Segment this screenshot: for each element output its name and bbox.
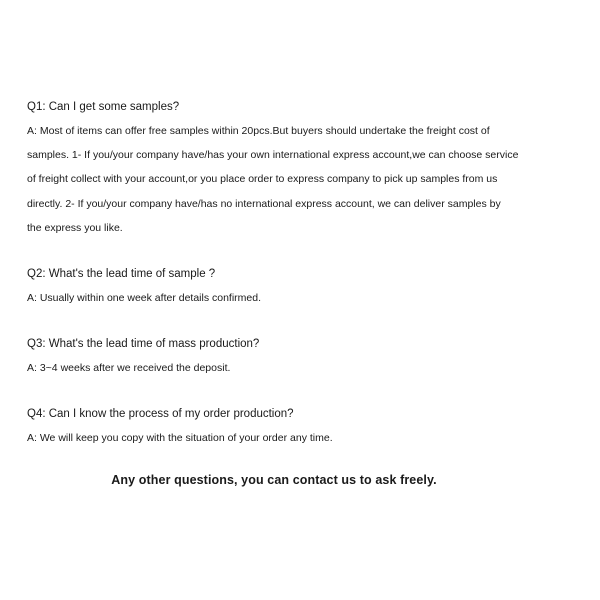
faq-answer (27, 426, 587, 450)
spacer (27, 380, 587, 403)
faq-item-q2 (27, 263, 587, 310)
faq-answer-line: of freight collect with your account,or you place order to express company to pick up samples from us (27, 173, 498, 186)
faq-answer-line: A: Usually within one week after details confirmed. (27, 292, 262, 305)
faq-list (27, 96, 587, 451)
faq-answer (27, 356, 587, 380)
faq-answer-line: directly. 2- If you/your company have/has no international express account, we can deliver samples by (27, 197, 501, 210)
faq-answer-line: samples. 1- If you/your company have/has your own international express account,we can choose service (27, 149, 519, 162)
faq-question: Q1: Can I get some samples? (27, 101, 180, 113)
faq-answer-line: A: 3~4 weeks after we received the deposit. (27, 362, 231, 375)
faq-answer (27, 119, 587, 240)
faq-item-q3 (27, 333, 587, 380)
faq-answer-line: A: We will keep you copy with the situation of your order any time. (27, 432, 333, 445)
closing-note: Any other questions, you can contact us to ask freely. (111, 473, 437, 487)
faq-answer-line: A: Most of items can offer free samples within 20pcs.But buyers should undertake the freight cost of (27, 125, 490, 137)
faq-question: Q3: What's the lead time of mass production? (27, 338, 260, 351)
faq-item-q1 (27, 96, 587, 240)
spacer (27, 240, 587, 263)
faq-question: Q2: What's the lead time of sample ? (27, 268, 216, 281)
faq-item-q4 (27, 403, 587, 450)
faq-answer-line: the express you like. (27, 221, 123, 234)
spacer (27, 310, 587, 333)
faq-answer (27, 286, 587, 310)
faq-question: Q4: Can I know the process of my order production? (27, 408, 294, 421)
